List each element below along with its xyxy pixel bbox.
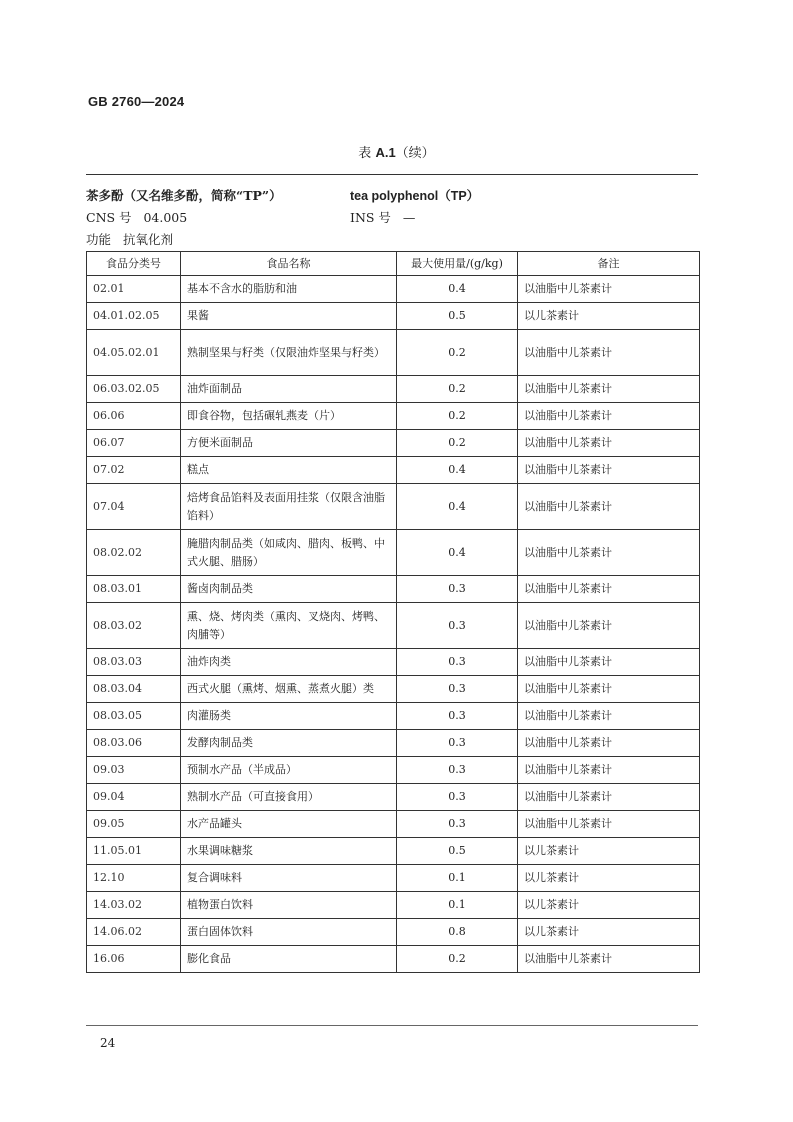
food-name: 植物蛋白饮料 bbox=[181, 892, 397, 919]
remark: 以油脂中儿茶素计 bbox=[518, 603, 700, 649]
max-dosage: 0.3 bbox=[397, 576, 518, 603]
food-code: 08.03.01 bbox=[87, 576, 181, 603]
food-code: 06.06 bbox=[87, 403, 181, 430]
max-dosage: 0.2 bbox=[397, 430, 518, 457]
max-dosage: 0.3 bbox=[397, 757, 518, 784]
food-code: 08.03.06 bbox=[87, 730, 181, 757]
remark: 以油脂中儿茶素计 bbox=[518, 430, 700, 457]
table-row bbox=[87, 484, 700, 530]
food-code: 08.03.04 bbox=[87, 676, 181, 703]
food-name: 水产品罐头 bbox=[181, 811, 397, 838]
table-row bbox=[87, 919, 700, 946]
max-dosage: 0.4 bbox=[397, 484, 518, 530]
max-dosage: 0.5 bbox=[397, 838, 518, 865]
max-dosage: 0.3 bbox=[397, 811, 518, 838]
food-code: 14.06.02 bbox=[87, 919, 181, 946]
table-row bbox=[87, 649, 700, 676]
table-row bbox=[87, 457, 700, 484]
food-name: 方便米面制品 bbox=[181, 430, 397, 457]
table-title-number: A.1 bbox=[375, 145, 396, 160]
cns-line bbox=[86, 208, 187, 226]
food-name: 预制水产品（半成品） bbox=[181, 757, 397, 784]
remark: 以油脂中儿茶素计 bbox=[518, 403, 700, 430]
remark: 以儿茶素计 bbox=[518, 838, 700, 865]
table-row bbox=[87, 892, 700, 919]
table-row bbox=[87, 303, 700, 330]
table-row bbox=[87, 403, 700, 430]
table-row bbox=[87, 330, 700, 376]
table-row bbox=[87, 703, 700, 730]
ins-line bbox=[350, 208, 415, 226]
remark: 以油脂中儿茶素计 bbox=[518, 484, 700, 530]
page-number: 24 bbox=[100, 1036, 116, 1050]
usage-table bbox=[86, 251, 700, 973]
food-name: 熟制水产品（可直接食用） bbox=[181, 784, 397, 811]
food-code: 08.03.02 bbox=[87, 603, 181, 649]
food-name: 肉灌肠类 bbox=[181, 703, 397, 730]
food-name: 复合调味料 bbox=[181, 865, 397, 892]
food-code: 07.02 bbox=[87, 457, 181, 484]
table-row bbox=[87, 865, 700, 892]
food-code: 06.07 bbox=[87, 430, 181, 457]
table-row bbox=[87, 530, 700, 576]
standard-code: GB 2760—2024 bbox=[88, 94, 185, 109]
max-dosage: 0.2 bbox=[397, 946, 518, 973]
food-code: 09.05 bbox=[87, 811, 181, 838]
column-header-max: 最大使用量/(g/kg) bbox=[397, 252, 518, 276]
max-dosage: 0.2 bbox=[397, 376, 518, 403]
food-name: 西式火腿（熏烤、烟熏、蒸煮火腿）类 bbox=[181, 676, 397, 703]
remark: 以油脂中儿茶素计 bbox=[518, 576, 700, 603]
food-name: 果酱 bbox=[181, 303, 397, 330]
cns-label: CNS 号 bbox=[86, 210, 132, 225]
remark: 以儿茶素计 bbox=[518, 303, 700, 330]
max-dosage: 0.3 bbox=[397, 703, 518, 730]
remark: 以油脂中儿茶素计 bbox=[518, 649, 700, 676]
max-dosage: 0.4 bbox=[397, 457, 518, 484]
max-dosage: 0.3 bbox=[397, 730, 518, 757]
remark: 以油脂中儿茶素计 bbox=[518, 676, 700, 703]
column-header-name: 食品名称 bbox=[181, 252, 397, 276]
remark: 以油脂中儿茶素计 bbox=[518, 376, 700, 403]
remark: 以油脂中儿茶素计 bbox=[518, 757, 700, 784]
table-header-row bbox=[87, 252, 700, 276]
food-name: 油炸面制品 bbox=[181, 376, 397, 403]
food-name: 即食谷物，包括碾轧燕麦（片） bbox=[181, 403, 397, 430]
max-dosage: 0.4 bbox=[397, 276, 518, 303]
remark: 以油脂中儿茶素计 bbox=[518, 946, 700, 973]
remark: 以油脂中儿茶素计 bbox=[518, 730, 700, 757]
function-value: 抗氧化剂 bbox=[122, 232, 173, 247]
max-dosage: 0.3 bbox=[397, 603, 518, 649]
max-dosage: 0.3 bbox=[397, 784, 518, 811]
table-row bbox=[87, 676, 700, 703]
food-code: 06.03.02.05 bbox=[87, 376, 181, 403]
ins-label: INS 号 bbox=[350, 210, 391, 225]
table-row bbox=[87, 276, 700, 303]
food-name: 油炸肉类 bbox=[181, 649, 397, 676]
food-code: 08.03.03 bbox=[87, 649, 181, 676]
food-name: 基本不含水的脂肪和油 bbox=[181, 276, 397, 303]
food-name: 水果调味糖浆 bbox=[181, 838, 397, 865]
food-code: 11.05.01 bbox=[87, 838, 181, 865]
remark: 以油脂中儿茶素计 bbox=[518, 276, 700, 303]
table-row bbox=[87, 946, 700, 973]
table-title bbox=[0, 142, 793, 161]
table-row bbox=[87, 838, 700, 865]
food-code: 09.04 bbox=[87, 784, 181, 811]
food-code: 02.01 bbox=[87, 276, 181, 303]
max-dosage: 0.2 bbox=[397, 330, 518, 376]
food-name: 膨化食品 bbox=[181, 946, 397, 973]
max-dosage: 0.5 bbox=[397, 303, 518, 330]
max-dosage: 0.8 bbox=[397, 919, 518, 946]
table-row bbox=[87, 603, 700, 649]
food-name: 腌腊肉制品类（如咸肉、腊肉、板鸭、中式火腿、腊肠） bbox=[181, 530, 397, 576]
food-name: 熟制坚果与籽类（仅限油炸坚果与籽类） bbox=[181, 330, 397, 376]
max-dosage: 0.2 bbox=[397, 403, 518, 430]
remark: 以油脂中儿茶素计 bbox=[518, 784, 700, 811]
food-code: 08.02.02 bbox=[87, 530, 181, 576]
function-label: 功能 bbox=[86, 232, 112, 247]
food-code: 08.03.05 bbox=[87, 703, 181, 730]
food-code: 04.01.02.05 bbox=[87, 303, 181, 330]
max-dosage: 0.4 bbox=[397, 530, 518, 576]
food-code: 12.10 bbox=[87, 865, 181, 892]
footer-rule bbox=[86, 1025, 698, 1026]
table-title-prefix: 表 bbox=[358, 146, 376, 161]
food-name: 酱卤肉制品类 bbox=[181, 576, 397, 603]
table-row bbox=[87, 757, 700, 784]
food-code: 16.06 bbox=[87, 946, 181, 973]
remark: 以油脂中儿茶素计 bbox=[518, 457, 700, 484]
table-row bbox=[87, 730, 700, 757]
remark: 以油脂中儿茶素计 bbox=[518, 530, 700, 576]
remark: 以油脂中儿茶素计 bbox=[518, 811, 700, 838]
food-name: 熏、烧、烤肉类（熏肉、叉烧肉、烤鸭、肉脯等） bbox=[181, 603, 397, 649]
ins-value: — bbox=[402, 210, 416, 225]
remark: 以儿茶素计 bbox=[518, 865, 700, 892]
table-title-suffix: （续） bbox=[395, 146, 435, 161]
remark: 以油脂中儿茶素计 bbox=[518, 330, 700, 376]
max-dosage: 0.3 bbox=[397, 649, 518, 676]
food-code: 04.05.02.01 bbox=[87, 330, 181, 376]
max-dosage: 0.3 bbox=[397, 676, 518, 703]
top-rule bbox=[86, 174, 698, 175]
table-row bbox=[87, 576, 700, 603]
food-name: 发酵肉制品类 bbox=[181, 730, 397, 757]
function-line bbox=[86, 230, 173, 248]
food-name: 焙烤食品馅料及表面用挂浆（仅限含油脂馅料） bbox=[181, 484, 397, 530]
additive-name-en: tea polyphenol（TP） bbox=[350, 189, 480, 203]
table-row bbox=[87, 784, 700, 811]
food-name: 蛋白固体饮料 bbox=[181, 919, 397, 946]
remark: 以儿茶素计 bbox=[518, 892, 700, 919]
remark: 以儿茶素计 bbox=[518, 919, 700, 946]
max-dosage: 0.1 bbox=[397, 892, 518, 919]
table-row bbox=[87, 376, 700, 403]
max-dosage: 0.1 bbox=[397, 865, 518, 892]
table-row bbox=[87, 811, 700, 838]
food-code: 09.03 bbox=[87, 757, 181, 784]
column-header-code: 食品分类号 bbox=[87, 252, 181, 276]
column-header-note: 备注 bbox=[518, 252, 700, 276]
food-code: 07.04 bbox=[87, 484, 181, 530]
cns-value: 04.005 bbox=[143, 210, 188, 225]
table-row bbox=[87, 430, 700, 457]
food-name: 糕点 bbox=[181, 457, 397, 484]
food-code: 14.03.02 bbox=[87, 892, 181, 919]
remark: 以油脂中儿茶素计 bbox=[518, 703, 700, 730]
additive-name-cn: 茶多酚（又名维多酚，简称“TP”） bbox=[86, 188, 282, 203]
